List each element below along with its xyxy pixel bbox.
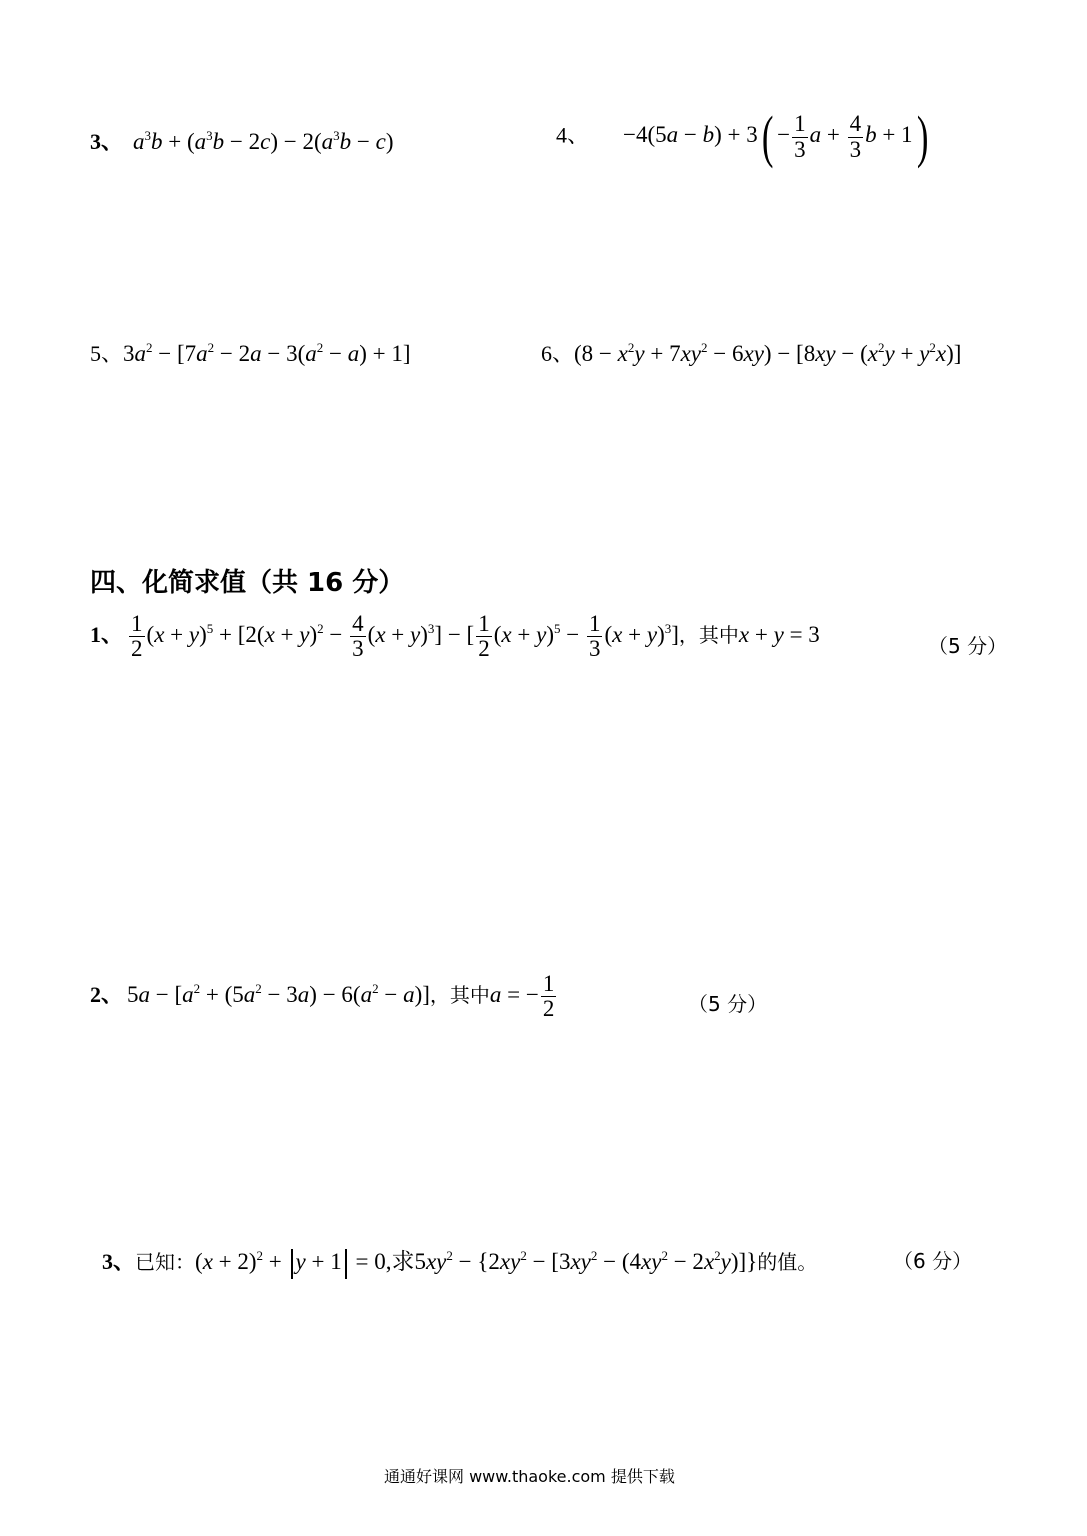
condition-prefix: ，其中 xyxy=(429,982,490,1007)
ask-suffix: 的值。 xyxy=(757,1250,818,1274)
problem-4 xyxy=(556,104,932,169)
problem-3 xyxy=(90,125,394,156)
problem-number: 3、 xyxy=(90,129,124,154)
problem-number: 3、 xyxy=(102,1249,136,1274)
problem-number: 2、 xyxy=(90,981,124,1007)
problem-expression: $\frac{1}{2}$ $(x + y)^5 + [2(x + y)^2$ − $\frac{4}{3}$ $(x + y)^3$] − [ $\frac{1}{2}$ $(x + y)^5$ − $\frac{1}{3}$ $(x + y)^3$] xyxy=(131,611,679,662)
eval-problem-2 xyxy=(90,972,558,1021)
condition: x + y = 3 xyxy=(738,621,820,647)
score-label: （5 分） xyxy=(688,992,768,1016)
problem-expression: $a^3b + (a^3b - 2c) - 2(a^3b - c)$ xyxy=(133,128,394,154)
score-label: （6 分） xyxy=(893,1249,973,1273)
condition: a = − $\frac{1}{2}$ xyxy=(489,971,555,1022)
footer-text: 通通好课网 www.thaoke.com 提供下载 xyxy=(384,1467,675,1486)
eval-problem-1 xyxy=(90,612,820,661)
problem-expression: $(8 - x^2y + 7xy^2 - 6xy) - [8xy - (x^2y + y^2x)]$ xyxy=(574,340,962,366)
ask-expression: $5xy^2 - \{2xy^2 - [3xy^2 - (4xy^2 - 2x^2y)]\}$ xyxy=(414,1248,758,1274)
eval-problem-3 xyxy=(102,1243,817,1279)
problem-expression: $5a - [a^2 + (5a^2 - 3a) - 6(a^2 - a)]$ xyxy=(127,980,430,1007)
section-heading: 四、化简求值（共 16 分） xyxy=(90,568,405,598)
problem-number: 5、 xyxy=(90,341,124,366)
given-prefix: 已知： xyxy=(135,1250,196,1274)
condition-prefix: ，其中 xyxy=(678,622,739,647)
ask-prefix: ,求 xyxy=(385,1249,415,1274)
score-label: （5 分） xyxy=(928,634,1008,658)
problem-expression: −4(5a − b) + 3( − $\frac{1}{3}$ a + $\frac{4}{3}$ b + 1) xyxy=(623,104,929,169)
problem-expression: $3a^2 - [7a^2 - 2a - 3(a^2 - a) + 1]$ xyxy=(123,340,411,366)
problem-number: 6、 xyxy=(541,341,575,366)
problem-number: 1、 xyxy=(90,621,124,647)
problem-6 xyxy=(541,337,961,368)
problem-number: 4、 xyxy=(556,122,590,148)
given-expression: $(x + 2)^2 + y + 1 = 0$ xyxy=(195,1249,386,1274)
problem-5 xyxy=(90,337,411,368)
